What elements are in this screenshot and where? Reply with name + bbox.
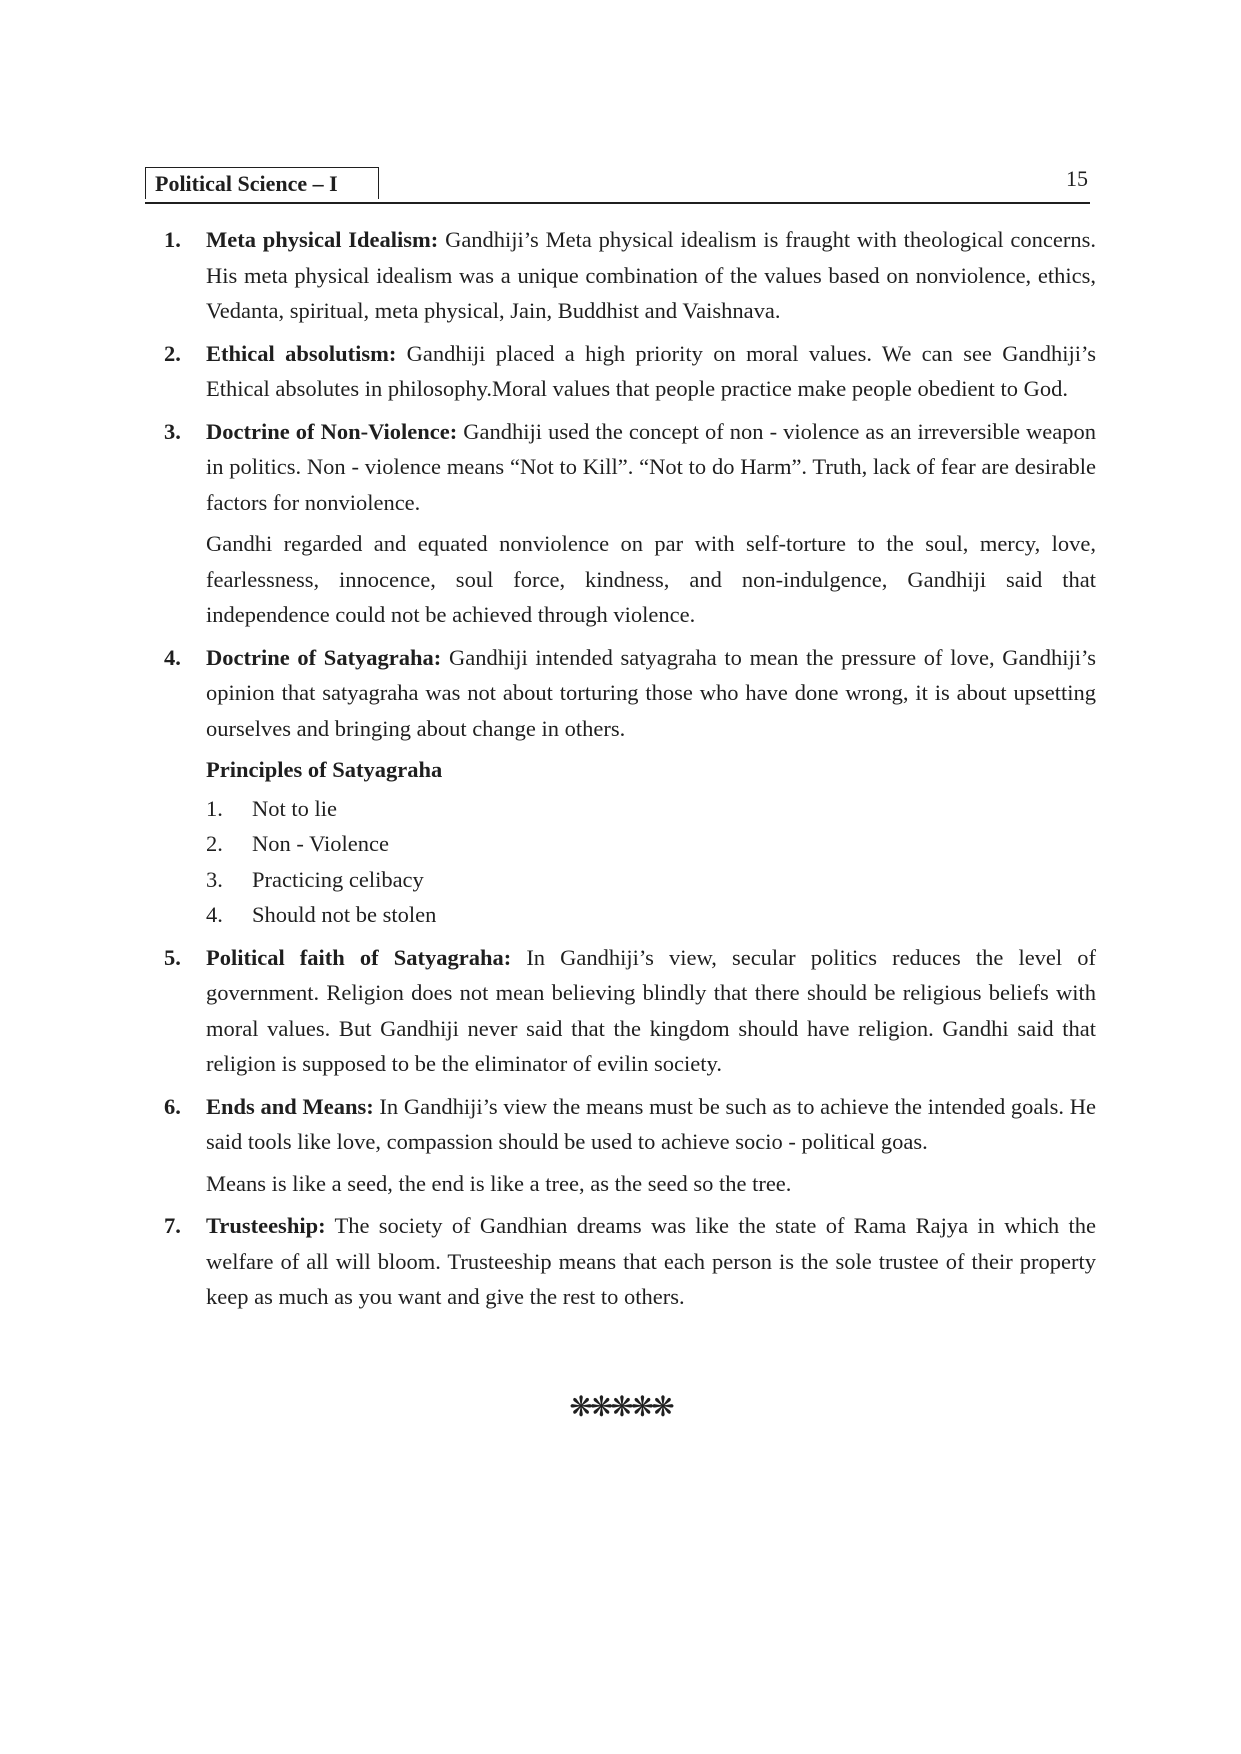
item-number: 4. [164,644,181,670]
sub-list-item [206,862,1096,898]
list-item [164,640,1096,933]
item-term: Political faith of Satyagraha: [206,944,512,970]
item-paragraph [206,1089,1096,1160]
item-number: 7. [164,1213,181,1238]
item-text: Gandhiji’s Meta physical idealism is fraught with theological concerns. His meta physical idealism was a unique combination of the values based on nonviolence, ethics, Vedanta, spiritual, meta physical, Jain, Buddhist and Vaishnava. [206,227,1096,323]
item-paragraph [206,336,1096,407]
item-text: The society of Gandhian dreams was like the state of Rama Rajya in which the welfare of all will bloom. Trusteeship means that each person is the sole trustee of their property keep as much as you want and give the rest to others. [206,1213,1096,1309]
list-item [164,1208,1096,1315]
sub-item-number: 2. [206,831,223,856]
item-paragraph [206,940,1096,1082]
list-item [164,414,1096,633]
sub-item-text: Should not be stolen [252,902,437,927]
running-head: Political Science – I [145,167,379,199]
item-number: 1. [164,227,181,252]
item-text: Gandhiji used the concept of non - violence as an irreversible weapon in politics. Non - violence means “Not to Kill”. “Not to do Harm”. Truth, lack of fear are desirable factors for nonviolence. [206,418,1096,515]
item-paragraph [206,222,1096,329]
main-content [164,222,1096,1322]
item-number: 6. [164,1093,181,1119]
item-number: 2. [164,340,181,366]
page-number: 15 [1066,166,1088,191]
item-term: Meta physical Idealism: [206,227,439,252]
list-item [164,222,1096,329]
item-number: 3. [164,418,181,444]
sub-list [206,791,1096,933]
sub-list-item [206,826,1096,862]
item-term: Doctrine of Non-Violence: [206,418,458,444]
list-item [164,1089,1096,1202]
sub-heading: Principles of Satyagraha [206,757,443,782]
item-term: Ends and Means: [206,1093,374,1119]
sub-item-number: 4. [206,902,223,927]
sub-item-number: 3. [206,866,223,892]
item-text: Gandhiji placed a high priority on moral values. We can see Gandhiji’s Ethical absolutes in philosophy.Moral values that people practice make people obedient to God. [206,340,1096,401]
item-paragraph [206,640,1096,747]
item-number: 5. [164,944,181,970]
item-text: In Gandhiji’s view, secular politics reduces the level of government. Religion does not mean believing blindly that there should be religious beliefs with moral values. But Gandhiji never said that the kingdom should have religion. Gandhi said that religion is supposed to be the eliminator of evilin society. [206,944,1096,1076]
sub-item-text: Practicing celibacy [252,866,424,892]
item-extra-paragraph: Means is like a seed, the end is like a tree, as the seed so the tree. [206,1170,792,1196]
item-term: Trusteeship: [206,1213,326,1238]
list-item [164,336,1096,407]
item-text: In Gandhiji’s view the means must be such as to achieve the intended goals. He said tools like love, compassion should be used to achieve socio - political goas. [206,1093,1096,1154]
end-of-section-ornament: ❋❋❋❋❋ [569,1390,672,1423]
item-extra-paragraph: Gandhi regarded and equated nonviolence on par with self-torture to the soul, mercy, love, fearlessness, innocence, soul force, kindness, and non-indulgence, Gandhiji said that independence could not be achieved through violence. [206,531,1096,627]
item-paragraph [206,414,1096,521]
sub-item-number: 1. [206,795,223,821]
item-text: Gandhiji intended satyagraha to mean the pressure of love, Gandhiji’s opinion that satyagraha was not about torturing those who have done wrong, it is about upsetting ourselves and bringing about change in others. [206,644,1096,741]
item-term: Ethical absolutism: [206,340,397,366]
sub-item-text: Non - Violence [252,831,389,856]
sub-item-text: Not to lie [252,795,337,821]
sub-list-item [206,791,1096,827]
page-header [145,164,1090,204]
item-term: Doctrine of Satyagraha: [206,644,442,670]
list-item [164,940,1096,1082]
item-paragraph [206,1208,1096,1315]
sub-list-item [206,897,1096,933]
